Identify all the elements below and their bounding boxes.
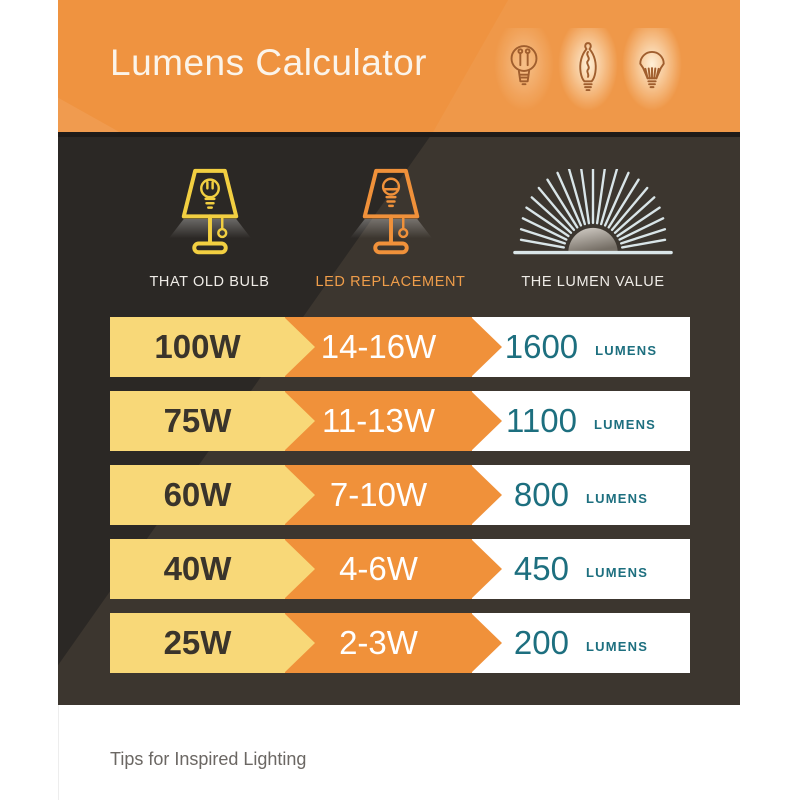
lumens-unit-label: LUMENS — [585, 565, 649, 580]
table-lamp-orange-icon — [347, 159, 435, 261]
lumens-number: 200 — [513, 624, 569, 661]
conversion-panel — [58, 132, 740, 705]
old-bulb-cell — [110, 613, 285, 673]
column-old-bulb — [122, 159, 297, 290]
column-label-led-replacement: LED REPLACEMENT — [315, 274, 466, 290]
old-bulb-watts: 75W — [163, 402, 232, 439]
lumens-unit-label: LUMENS — [595, 343, 658, 358]
footer — [0, 705, 800, 800]
header — [58, 0, 740, 132]
lumens-number: 1100 — [505, 402, 577, 439]
conversion-row — [110, 317, 690, 377]
old-bulb-watts: 100W — [154, 328, 241, 365]
page-title: Lumens Calculator — [110, 42, 427, 83]
old-bulb-watts: 60W — [163, 476, 232, 513]
conversion-row — [110, 539, 690, 599]
led-bulb-icon — [630, 38, 674, 104]
conversion-row — [110, 391, 690, 451]
conversion-table — [58, 317, 740, 673]
column-label-old-bulb: THAT OLD BULB — [149, 274, 270, 290]
table-lamp-yellow-icon — [166, 159, 254, 261]
edison-filament-bulb-icon — [566, 38, 610, 104]
header-bulb-icons — [502, 38, 674, 104]
lumens-number: 800 — [513, 476, 569, 513]
footer-tagline: Tips for Inspired Lighting — [110, 749, 307, 769]
card-edge-line — [58, 705, 59, 800]
old-bulb-cell — [110, 391, 285, 451]
lumens-unit-label: LUMENS — [585, 639, 649, 654]
lumen-value-cell — [472, 613, 690, 673]
old-bulb-cell — [110, 317, 285, 377]
lumen-value-cell — [472, 317, 690, 377]
lumens-number: 450 — [513, 550, 569, 587]
lumen-value-cell — [472, 465, 690, 525]
led-watts: 2-3W — [339, 624, 418, 661]
column-label-lumen-value: THE LUMEN VALUE — [521, 274, 665, 290]
led-watts: 14-16W — [320, 328, 437, 365]
old-bulb-watts: 40W — [163, 550, 232, 587]
led-watts: 7-10W — [329, 476, 428, 513]
lumen-value-cell — [472, 539, 690, 599]
conversion-row — [110, 613, 690, 673]
incandescent-bulb-icon — [502, 38, 546, 104]
old-bulb-watts: 25W — [163, 624, 232, 661]
column-lumen-value — [484, 159, 702, 290]
lumens-unit-label: LUMENS — [593, 417, 657, 432]
sunburst-icon — [509, 159, 677, 261]
led-watts: 11-13W — [321, 402, 436, 439]
column-headers — [70, 159, 752, 290]
conversion-row — [110, 465, 690, 525]
old-bulb-cell — [110, 465, 285, 525]
old-bulb-cell — [110, 539, 285, 599]
lumens-number: 1600 — [504, 328, 579, 365]
column-led-replacement — [297, 159, 484, 290]
lumen-value-cell — [472, 391, 690, 451]
led-watts: 4-6W — [339, 550, 418, 587]
lumens-unit-label: LUMENS — [585, 491, 649, 506]
